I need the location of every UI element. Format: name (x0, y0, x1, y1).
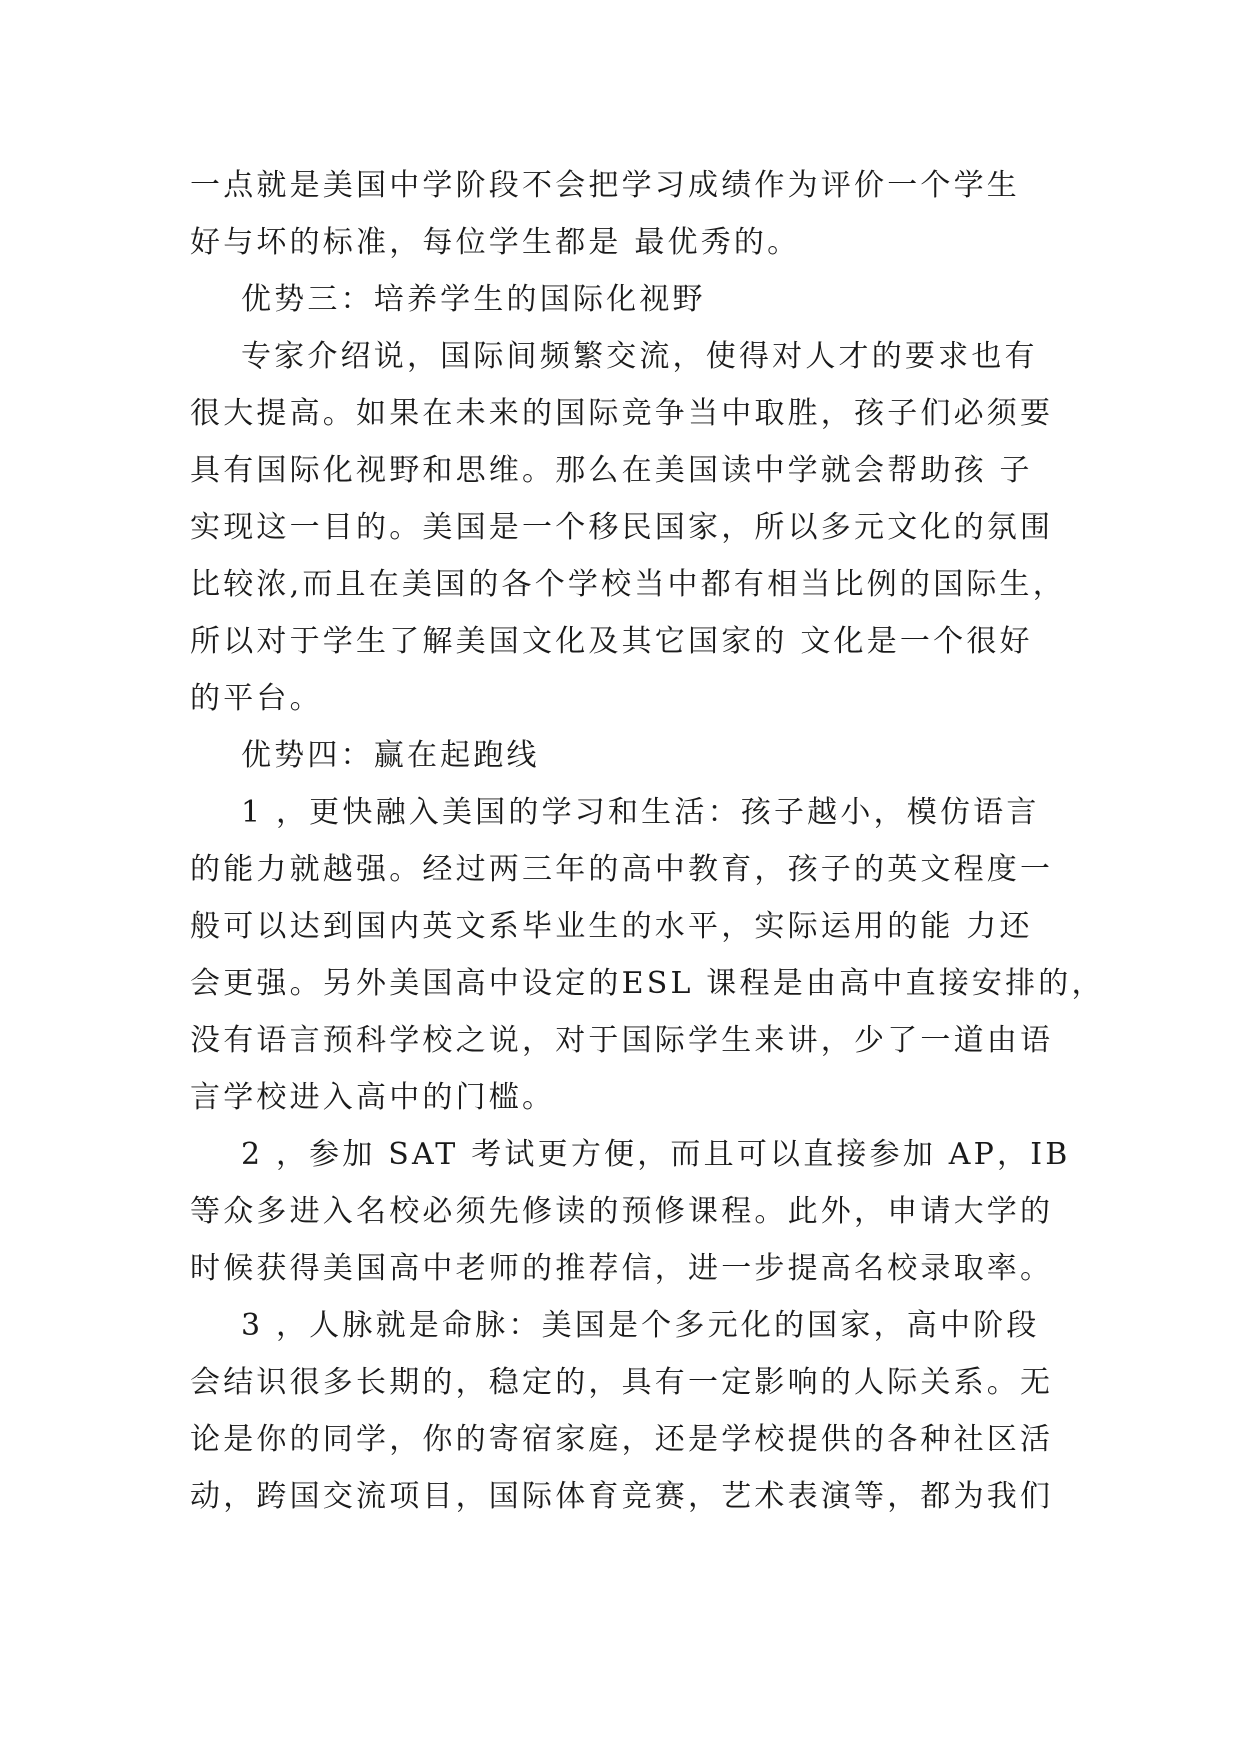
text-line: 的平台。 (190, 681, 323, 716)
text-line: 的能力就越强。经过两三年的高中教育，孩子的英文程度一 (190, 852, 1054, 887)
text-line: 论是你的同学，你的寄宿家庭，还是学校提供的各种社区活 (190, 1422, 1054, 1457)
text-line: 时候获得美国高中老师的推荐信，进一步提高名校录取率。 (190, 1251, 1054, 1286)
text-line: 一点就是美国中学阶段不会把学习成绩作为评价一个学生 (190, 168, 1020, 203)
text-line: 会结识很多长期的，稳定的，具有一定影响的人际关系。无 (190, 1365, 1054, 1400)
text-line: 3 ，人脉就是命脉：美国是个多元化的国家，高中阶段 (190, 1308, 1040, 1343)
text-line: 2 ，参加 SAT 考试更方便，而且可以直接参加 AP，IB (190, 1137, 1071, 1172)
text-line: 专家介绍说，国际间频繁交流，使得对人才的要求也有 (190, 339, 1038, 374)
document-body (190, 157, 1105, 1525)
section-heading: 优势三：培养学生的国际化视野 (190, 282, 706, 317)
text-line: 实现这一目的。美国是一个移民国家，所以多元文化的氛围 (190, 510, 1054, 545)
text-line: 般可以达到国内英文系毕业生的水平，实际运用的能 力还 (190, 909, 1033, 944)
text-line: 1 ，更快融入美国的学习和生活：孩子越小，模仿语言 (190, 795, 1040, 830)
text-line: 言学校进入高中的门槛。 (190, 1080, 556, 1115)
text-line: 动，跨国交流项目，国际体育竞赛，艺术表演等，都为我们 (190, 1479, 1054, 1514)
text-line: 具有国际化视野和思维。那么在美国读中学就会帮助孩 子 (190, 453, 1033, 488)
text-line: 很大提高。如果在未来的国际竞争当中取胜，孩子们必须要 (190, 396, 1054, 431)
text-line: 比较浓,而且在美国的各个学校当中都有相当比例的国际生， (190, 567, 1066, 602)
text-line: 没有语言预科学校之说，对于国际学生来讲，少了一道由语 (190, 1023, 1054, 1058)
text-line: 会更强。另外美国高中设定的ESL 课程是由高中直接安排的， (190, 966, 1105, 1001)
text-line: 所以对于学生了解美国文化及其它国家的 文化是一个很好 (190, 624, 1033, 659)
section-heading: 优势四：赢在起跑线 (190, 738, 540, 773)
text-line: 好与坏的标准，每位学生都是 最优秀的。 (190, 225, 801, 260)
text-line: 等众多进入名校必须先修读的预修课程。此外，申请大学的 (190, 1194, 1054, 1229)
